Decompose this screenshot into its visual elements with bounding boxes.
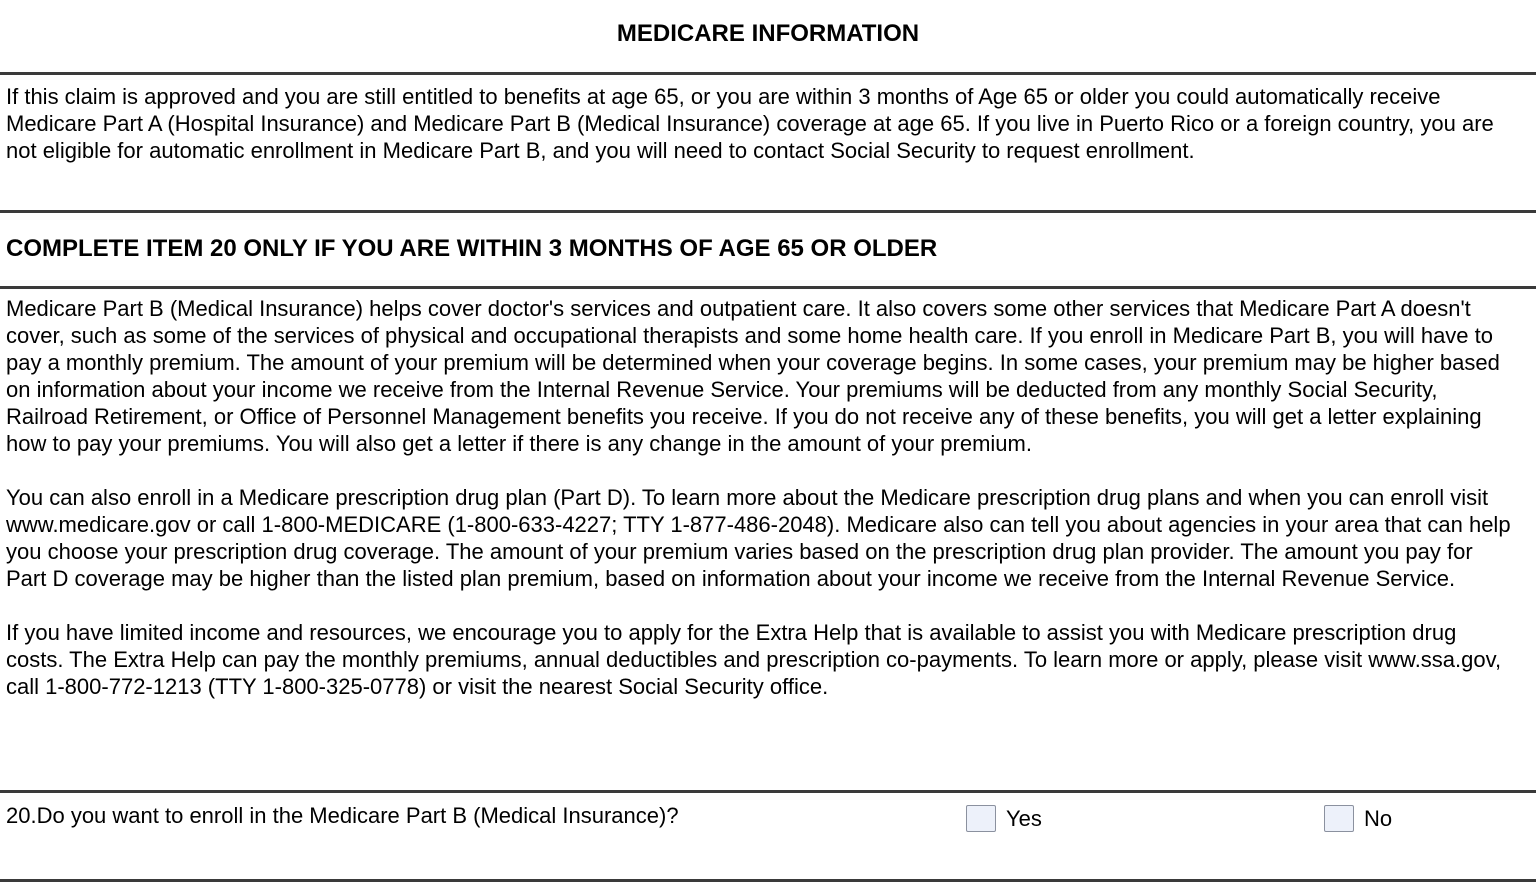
part-d-paragraph: You can also enroll in a Medicare prescription drug plan (Part D). To learn more about the Medicare prescription drug plans and when you can enroll visit www.medicare.gov or call 1-800-MEDICARE (1-800-633-4227; TTY 1-877-486-2048). Medicare also can tell you about agencies in your area that can help you choose your prescription drug coverage. The amount of your premium varies based on the prescription drug plan provider. The amount you pay for Part D coverage may be higher than the listed plan premium, based on information about your income we receive from the Internal Revenue Service. (6, 485, 1511, 591)
yes-checkbox[interactable] (966, 805, 996, 832)
intro-section (0, 75, 1536, 210)
no-option-label: No (1364, 805, 1393, 831)
question-20-row (0, 793, 1536, 879)
section-heading: COMPLETE ITEM 20 ONLY IF YOU ARE WITHIN 3 MONTHS OF AGE 65 OR OLDER (6, 235, 938, 262)
question-20-label: 20.Do you want to enroll in the Medicare Part B (Medical Insurance)? (6, 803, 679, 828)
heading-section (0, 213, 1536, 286)
body-section (0, 289, 1536, 790)
intro-paragraph: If this claim is approved and you are still entitled to benefits at age 65, or you are within 3 months of Age 65 or older you could automatically receive Medicare Part A (Hospital Insurance) and Medicare Part B (Medical Insurance) coverage at age 65. If you live in Puerto Rico or a foreign country, you are not eligible for automatic enrollment in Medicare Part B, and you will need to contact Social Security to request enrollment. (6, 84, 1494, 163)
extra-help-paragraph: If you have limited income and resources, we encourage you to apply for the Extra Help that is available to assist you with Medicare prescription drug costs. The Extra Help can pay the monthly premiums, annual deductibles and prescription co-payments. To learn more or apply, please visit www.ssa.gov, call 1-800-772-1213 (TTY 1-800-325-0778) or visit the nearest Social Security office. (6, 620, 1502, 699)
divider (0, 879, 1536, 882)
page-title: MEDICARE INFORMATION (616, 20, 920, 47)
no-checkbox[interactable] (1324, 805, 1354, 832)
title-band (0, 0, 1536, 72)
yes-option (966, 805, 1042, 832)
no-option (1324, 805, 1392, 832)
part-b-paragraph: Medicare Part B (Medical Insurance) helps cover doctor's services and outpatient care. It also covers some other services that Medicare Part A doesn't cover, such as some of the services of physical and occupational therapists and some home health care. If you enroll in Medicare Part B, you will have to pay a monthly premium. The amount of your premium will be determined when your coverage begins. In some cases, your premium may be higher based on information about your income we receive from the Internal Revenue Service. Your premiums will be deducted from any monthly Social Security, Railroad Retirement, or Office of Personnel Management benefits you receive. If you do not receive any of these benefits, you will get a letter explaining how to pay your premiums. You will also get a letter if there is any change in the amount of your premium. (6, 296, 1500, 456)
yes-option-label: Yes (1006, 805, 1042, 831)
